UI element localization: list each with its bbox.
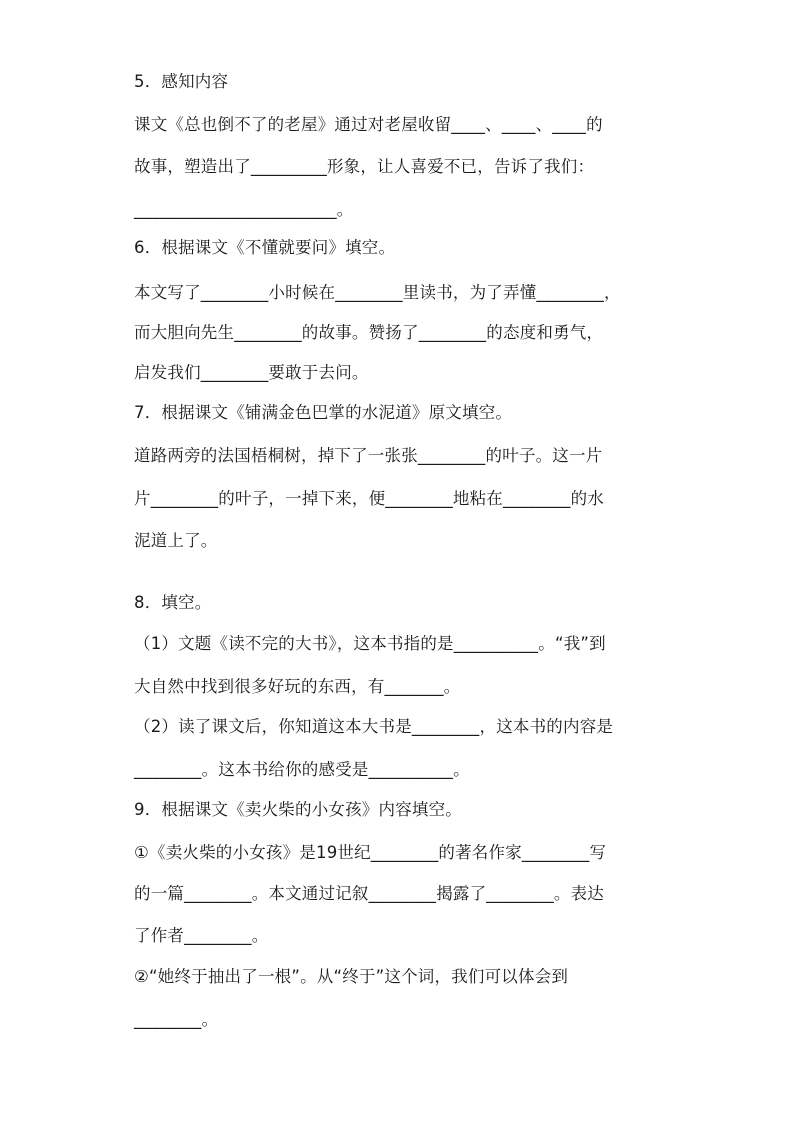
q5-line-2: 故事，塑造出了_________形象，让人喜爱不已，告诉了我们： <box>134 157 595 176</box>
q8-line-2: 大自然中找到很多好玩的东西，有_______。 <box>134 677 461 696</box>
q5-line-3: ________________________。 <box>134 200 354 219</box>
q6-line-1: 本文写了________小时候在________里读书，为了弄懂________， <box>134 283 621 302</box>
q9-line-1: ①《卖火柴的小女孩》是19世纪________的著名作家________写 <box>134 843 607 862</box>
q8-line-3: （2）读了课文后，你知道这本大书是________，这本书的内容是 <box>134 717 614 736</box>
q6-line-2: 而大胆向先生________的故事。赞扬了________的态度和勇气， <box>134 323 604 342</box>
q7-line-2: 片________的叶子，一掉下来，便________地粘在________的水 <box>134 489 604 508</box>
q6-heading: 6．根据课文《不懂就要问》填空。 <box>134 238 396 257</box>
q7-heading: 7．根据课文《铺满金色巴掌的水泥道》原文填空。 <box>134 403 513 422</box>
q9-line-2: 的一篇________。本文通过记叙________揭露了________。表达 <box>134 884 604 903</box>
q8-heading: 8．填空。 <box>134 593 212 612</box>
q5-line-1: 课文《总也倒不了的老屋》通过对老屋收留____、____、____的 <box>134 115 603 134</box>
q7-line-3: 泥道上了。 <box>134 531 218 550</box>
q6-line-3: 启发我们________要敢于去问。 <box>134 363 369 382</box>
q5-heading: 5．感知内容 <box>134 72 229 91</box>
q9-line-3: 了作者________。 <box>134 926 269 945</box>
q7-line-1: 道路两旁的法国梧桐树，掉下了一张张________的叶子。这一片 <box>134 446 603 465</box>
q9-line-4: ②“她终于抽出了一根”。从“终于”这个词，我们可以体会到 <box>134 967 569 986</box>
q8-line-1: （1）文题《读不完的大书》，这本书指的是__________。“我”到 <box>134 634 606 653</box>
q9-heading: 9．根据课文《卖火柴的小女孩》内容填空。 <box>134 800 462 819</box>
q8-line-4: ________。这本书给你的感受是__________。 <box>134 760 470 779</box>
q9-line-5: ________。 <box>134 1010 219 1029</box>
